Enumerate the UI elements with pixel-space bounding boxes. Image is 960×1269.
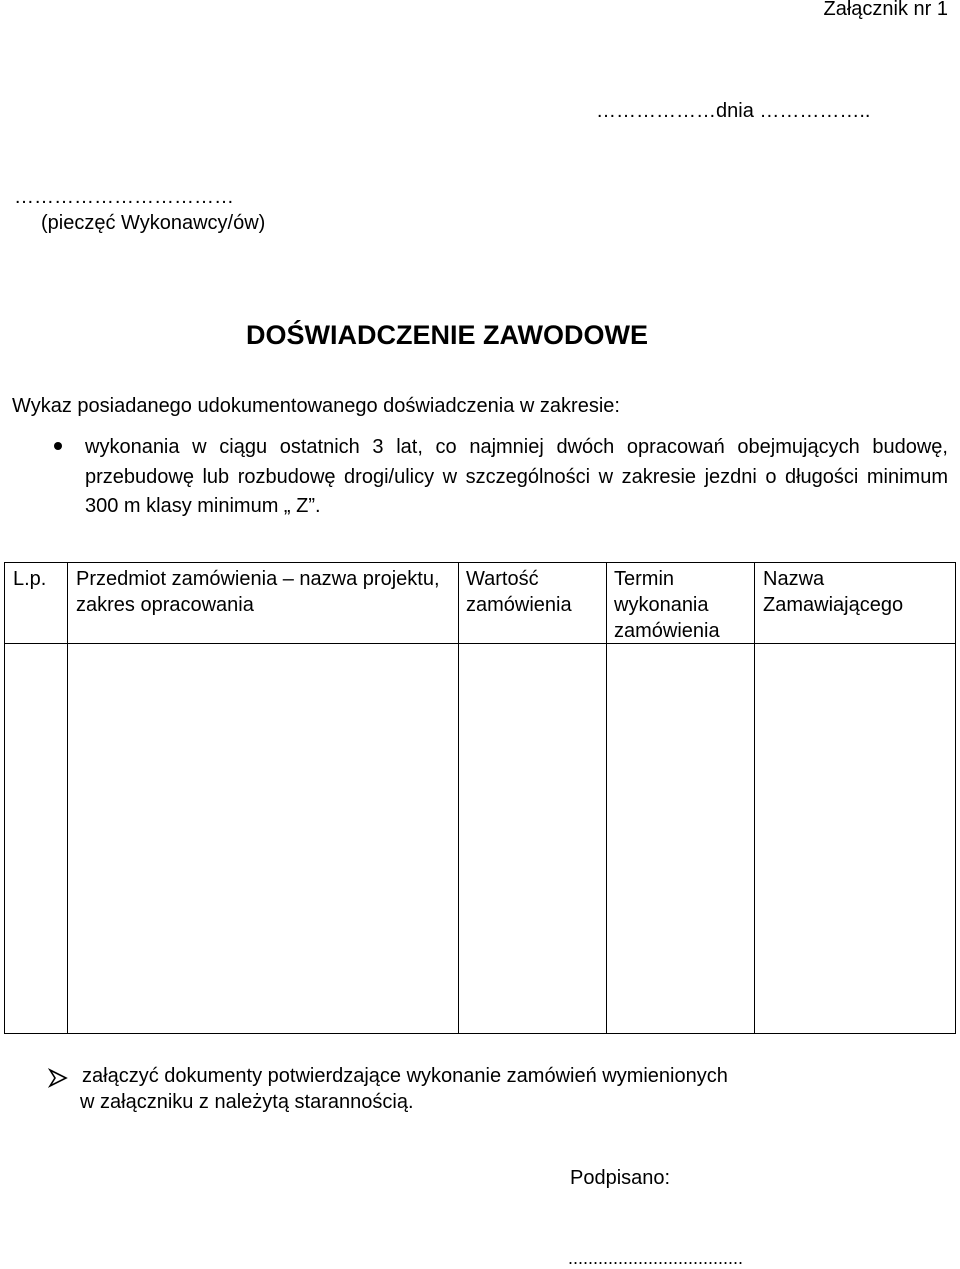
column-header-subject: Przedmiot zamówienia – nazwa projektu, zakres opracowania <box>76 568 440 616</box>
column-divider <box>67 563 68 1033</box>
column-header-value: Wartość zamówienia <box>466 568 572 616</box>
stamp-dots: …………………………… <box>14 186 234 208</box>
experience-table <box>4 562 956 1034</box>
stamp-label: (pieczęć Wykonawcy/ów) <box>41 212 266 234</box>
signature-line: ................................... <box>568 1248 744 1268</box>
column-divider <box>754 563 755 1033</box>
column-header-term: Termin wykonania zamówienia <box>614 568 720 642</box>
column-divider <box>606 563 607 1033</box>
column-header-lp: L.p. <box>13 568 47 590</box>
intro-text: Wykaz posiadanego udokumentowanego doświadczenia w zakresie: <box>12 395 620 417</box>
requirement-bullet <box>50 433 950 522</box>
header-divider <box>5 643 955 644</box>
note-line-2: w załączniku z należytą starannością. <box>80 1091 414 1113</box>
requirement-text: wykonania w ciągu ostatnich 3 lat, co najmniej dwóch opracowań obejmujących budowę, przebudowę lub rozbudowę drogi/ulicy w szczególności w zakresie jezdni o długości minimum 300 m klasy minimum „ Z”. <box>85 436 948 517</box>
document-title: DOŚWIADCZENIE ZAWODOWE <box>246 320 648 350</box>
note-line-1: załączyć dokumenty potwierdzające wykonanie zamówień wymienionych <box>82 1065 728 1087</box>
column-header-client: Nazwa Zamawiającego <box>763 568 904 616</box>
attachment-note <box>82 1063 862 1115</box>
column-divider <box>458 563 459 1033</box>
signature-label: Podpisano: <box>570 1167 671 1189</box>
bullet-icon <box>54 442 62 450</box>
date-line: ………………dnia …………….. <box>596 100 871 122</box>
arrowhead-bullet-icon <box>48 1068 68 1088</box>
attachment-label: Załącznik nr 1 <box>823 0 948 20</box>
